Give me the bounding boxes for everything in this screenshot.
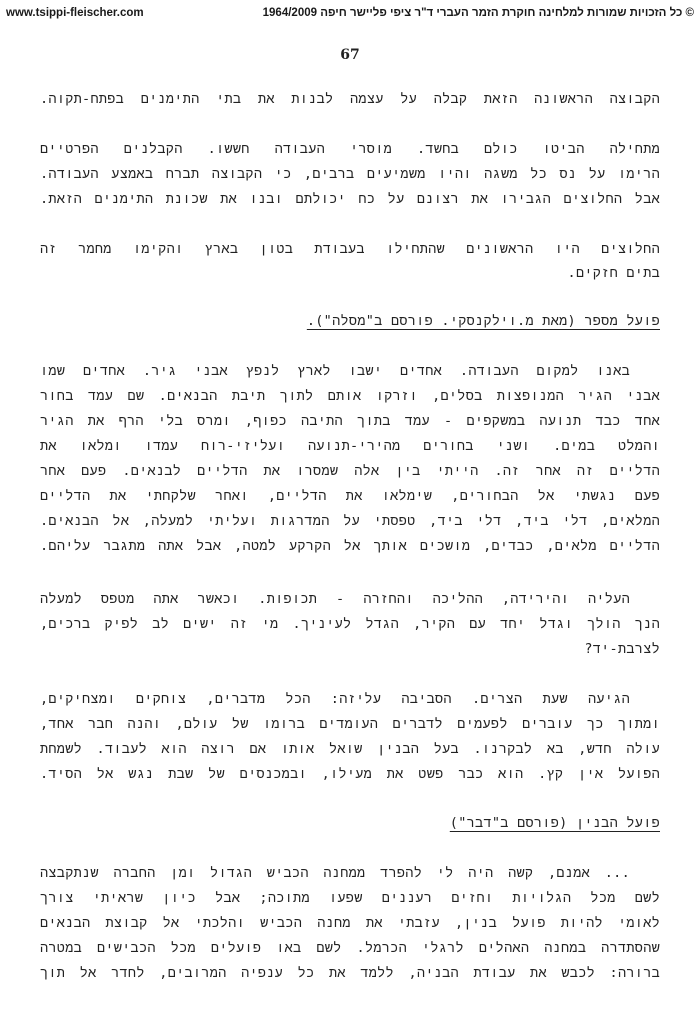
text-line: לשם מכל הגלויות וחזים רעננים שפעו מתוכה; אבל כיון שראיתי צורך bbox=[40, 890, 660, 906]
text-line: באנו למקום העבודה. אחדים ישבו לארץ לנפץ אבני גיר. אחדים שמו bbox=[40, 363, 630, 379]
text-line: החלוצים היו הראשונים שהתחילו בעבודת בטון בארץ והקימו מחמר זה bbox=[40, 241, 660, 257]
text-line: והמלט במים. ושני בחורים מהירי-תנועה ועליזי-רוח עמדו ומלאו את bbox=[40, 438, 660, 454]
text-line: המלאים, דלי ביד, דלי ביד, טפסתי על המדרגות ועליתי למעלה, אל הבנאים. bbox=[40, 513, 660, 529]
text-line: שהסתדרה במחנה האהלים לרגלי הכרמל. לשם באו פועלים מכל הכבישים במטרה bbox=[40, 940, 660, 956]
page-header bbox=[0, 7, 700, 23]
text-line: אבני הגיר המנופצות בסלים, וזרקו אותם לתוך תיבת הבנאים. שם עמד בחור bbox=[40, 388, 660, 404]
text-line: אחד כבד תנועה במשקפים - עמד בתוך התיבה כפוף, ומרס בלי הרף את הגיר bbox=[40, 413, 660, 429]
copyright-notice: © כל הזכויות שמורות למלחינה חוקרת הזמר העברי ד"ר ציפי פליישר חיפה 1964/2009 bbox=[262, 7, 694, 19]
website-url[interactable]: www.tsippi-fleischer.com bbox=[6, 7, 144, 19]
text-line: לצרבת-יד? bbox=[584, 641, 660, 657]
text-line: לאומי להיות פועל בנין, עזבתי את מחנה הכביש והלכתי אל קבוצת הבנאים bbox=[40, 915, 660, 931]
text-line: ... אמנם, קשה היה לי להפרד ממחנה הכביש הגדול ומן החברה שנתקבצה bbox=[40, 865, 630, 881]
text-line: הרימו על נס כל משגה והיו משמיעים ברבים, כי הקבוצה תברח באמצע העבודה. bbox=[40, 166, 660, 182]
text-line: מתחילה הביטו כולם בחשד. מוסרי העבודה חששו. הקבלנים הפרטיים bbox=[40, 141, 660, 157]
section-heading: פועל הבנין (פורסם ב"דבר") bbox=[449, 815, 660, 831]
text-line: ומתוך כך עוברים לפעמים לדברים העומדים ברומו של עולם, והנה חבר אחד, bbox=[40, 716, 660, 732]
text-line: הפועל אין קץ. הוא כבר פשט את מעילו, ובמכנסים של שבת נגש אל הסיד. bbox=[40, 766, 660, 782]
section-heading: פועל מספר (מאת מ.וילקנסקי. פורסם ב"מסלה"). bbox=[306, 313, 660, 329]
text-line: הקבוצה הראשונה הזאת קבלה על עצמה לבנות את בתי התימנים בפתח-תקוה. bbox=[40, 91, 660, 107]
text-line: ברורה: לכבש את עבודת הבניה, ללמד את כל ענפיה המרובים, לחדר אל תוך bbox=[40, 965, 660, 981]
text-line: אבל החלוצים הגבירו את רצונם על כח יכולתם ובנו את שכונת התימנים הזאת. bbox=[40, 191, 660, 207]
text-line: עולה חדש, בא לבקרנו. בעל הבנין שואל אותו אם רוצה הוא לעבוד. לשמחת bbox=[40, 741, 660, 757]
text-line: הגיעה שעת הצרים. הסביבה עליזה: הכל מדברים, צוחקים ומצחיקים, bbox=[40, 691, 630, 707]
text-line: הנך הולך וגדל יחד עם הקיר, הגדל לעיניך. מי זה ישים לב לפיק ברכים, bbox=[40, 616, 660, 632]
text-line: הדליים מלאים, כבדים, מושכים אותך אל הקרקע למטה, אבל אתה מתגבר עליהם. bbox=[40, 538, 660, 554]
text-line: הדליים זה אחר זה. הייתי בין אלה שמסרו את הדליים לבנאים. פעם אחר bbox=[40, 463, 660, 479]
text-line: בתים חזקים. bbox=[567, 265, 660, 281]
text-line: העליה והירידה, ההליכה והחזרה - תכופות. וכאשר אתה מטפס למעלה bbox=[40, 591, 630, 607]
page-number: 67 bbox=[340, 47, 360, 63]
text-line: פעם נגשתי אל הבחורים, שימלאו את הדליים, ואחר שלקחתי את הדליים bbox=[40, 488, 660, 504]
